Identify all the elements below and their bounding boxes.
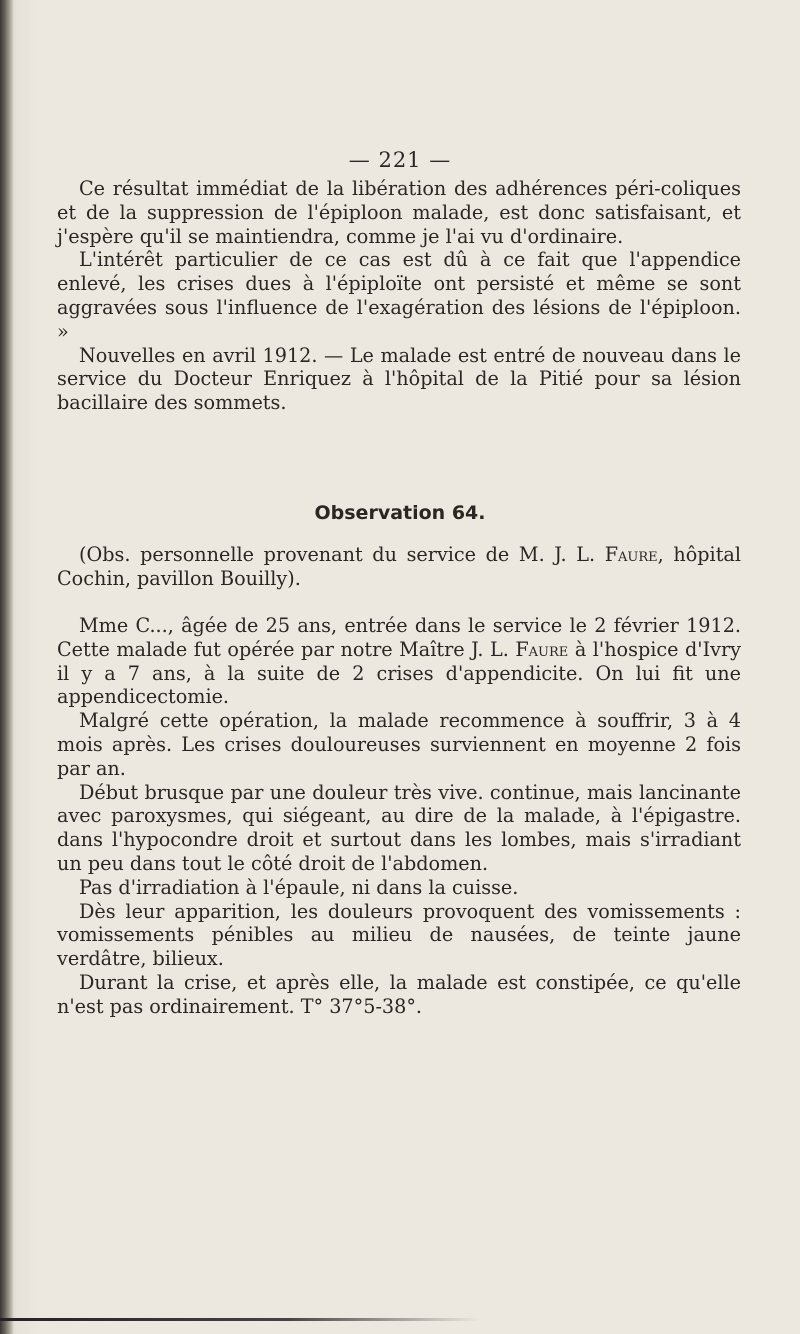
paragraph: Début brusque par une douleur très vive. continue, mais lancinante avec paroxysmes, qui siégeant, au dire de la malade, à l'épigastre. dans l'hypocondre droit et surtout dans les lombes, mais s'irradiant un peu dans tout le côté droit de l'abdomen. [57, 780, 741, 875]
observation-source [57, 543, 741, 591]
case-intro [57, 614, 741, 709]
case-text-before: Mme C..., âgée de 25 ans, entrée dans le service le 2 février 1912. Cette malade fut opérée par notre Maître J. L. [57, 614, 741, 661]
text-block-3 [57, 614, 741, 1019]
page-number: — 221 — [348, 148, 452, 172]
text-block-1 [57, 177, 741, 415]
paragraph: Pas d'irradiation à l'épaule, ni dans la cuisse. [79, 875, 519, 899]
source-text-before: (Obs. personnelle provenant du service de M. J. L. [79, 543, 605, 566]
paragraph: Malgré cette opération, la malade recommence à souffrir, 3 à 4 mois après. Les crises douloureuses surviennent en moyenne 2 fois par an. [57, 709, 741, 780]
paragraph: L'intérêt particulier de ce cas est dû à ce fait que l'appendice enlevé, les crises dues à l'épiploïte ont persisté et même se sont aggravées sous l'influence de l'exagération des lésions de l'épiploon. » [57, 248, 741, 343]
case-text-after: à l'hospice d'Ivry il y a 7 ans, à la suite de 2 crises d'appendicite. On lui fit une appendicectomie. [57, 637, 741, 709]
paragraph: Durant la crise, et après elle, la malade est constipée, ce qu'elle n'est pas ordinairement. T° 37°5-38°. [57, 970, 741, 1018]
source-text-after: , hôpital Cochin, pavillon Bouilly). [57, 543, 741, 590]
text-block-2 [57, 543, 741, 591]
paragraph: Nouvelles en avril 1912. — Le malade est entré de nouveau dans le service du Docteur Enriquez à l'hôpital de la Pitié pour sa lésion bacillaire des sommets. [57, 343, 741, 415]
observation-heading: Observation 64. [314, 502, 486, 524]
case-author-name: Faure [515, 637, 569, 661]
page-binding-edge [0, 0, 14, 1334]
paragraph: Ce résultat immédiat de la libération des adhérences péri-coliques et de la suppression de l'épiploon malade, est donc satisfaisant, et j'espère qu'il se maintiendra, comme je l'ai vu d'ordinaire. [57, 177, 741, 248]
paragraph: Dès leur apparition, les douleurs provoquent des vomissements : vomissements pénibles au milieu de nausées, de teinte jaune verdâtre, bilieux. [57, 899, 741, 971]
page-bottom-rule [0, 1318, 480, 1321]
source-author-name: Faure [604, 543, 658, 566]
